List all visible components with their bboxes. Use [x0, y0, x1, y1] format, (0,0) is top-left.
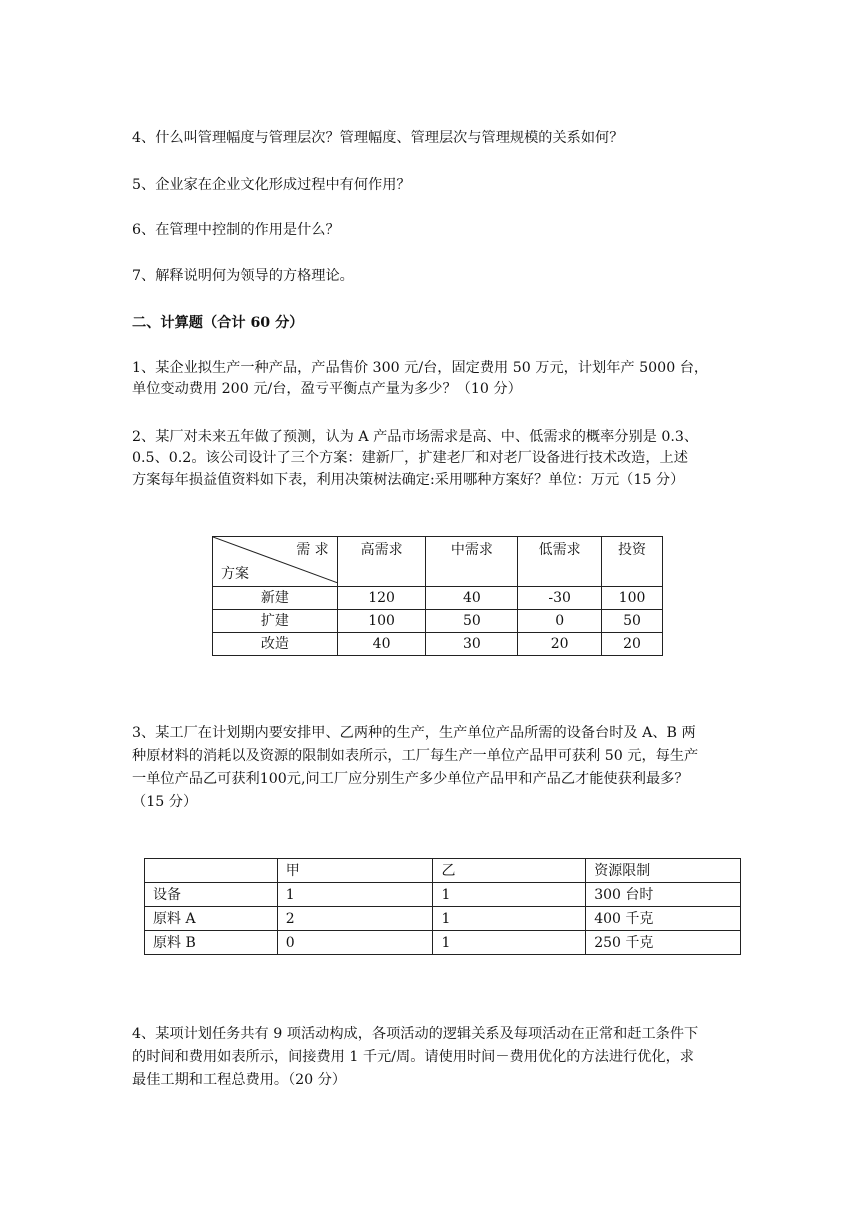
calc-question-2-line-2: 0.5、0.2。该公司设计了三个方案：建新厂，扩建老厂和对老厂设备进行技术改造，上述 [132, 450, 688, 466]
row-label: 原料 A [145, 907, 278, 931]
table-cell: 100 [602, 587, 663, 610]
table-row [145, 907, 741, 931]
table-cell: -30 [518, 587, 602, 610]
table-row [213, 587, 663, 610]
question-4: 4、什么叫管理幅度与管理层次？管理幅度、管理层次与管理规模的关系如何？ [132, 130, 624, 146]
header-cell [145, 859, 278, 883]
table-cell: 2 [277, 907, 433, 931]
table-cell: 1 [433, 931, 586, 955]
header-cell: 中需求 [426, 537, 518, 587]
section-heading: 二、计算题（合计 60 分） [132, 315, 304, 331]
calc-question-1-line-1: 1、某企业拟生产一种产品，产品售价 300 元/台，固定费用 50 万元，计划年产 5000 台， [132, 360, 709, 376]
corner-demand-label: 需 求 [296, 542, 329, 558]
calc-question-3-line-2: 种原材料的消耗以及资源的限制如表所示，工厂每生产一单位产品甲可获利 50 元，每生产 [132, 748, 699, 764]
table-cell: 50 [426, 610, 518, 633]
question-6: 6、在管理中控制的作用是什么？ [132, 222, 340, 238]
diagonal-corner-cell [213, 537, 338, 587]
resource-table [144, 858, 741, 955]
calc-question-2-line-1: 2、某厂对未来五年做了预测，认为 A 产品市场需求是高、中、低需求的概率分别是 0.3、 [132, 429, 699, 445]
corner-scheme-label: 方案 [221, 566, 249, 582]
header-cell: 投资 [602, 537, 663, 587]
table-cell: 250 千克 [586, 931, 741, 955]
table-cell: 1 [433, 907, 586, 931]
decision-table [212, 536, 663, 656]
calc-question-3-line-1: 3、某工厂在计划期内要安排甲、乙两种的生产，生产单位产品所需的设备台时及 A、B 两 [132, 725, 696, 741]
table-cell: 300 台时 [586, 883, 741, 907]
table-cell: 1 [277, 883, 433, 907]
header-cell: 乙 [433, 859, 586, 883]
table-cell: 40 [426, 587, 518, 610]
table-cell: 120 [337, 587, 426, 610]
row-label: 设备 [145, 883, 278, 907]
question-5: 5、企业家在企业文化形成过程中有何作用？ [132, 177, 411, 193]
calc-question-4-line-2: 的时间和费用如表所示，间接费用 1 千元/周。请使用时间－费用优化的方法进行优化，求 [132, 1049, 694, 1065]
header-cell: 高需求 [337, 537, 426, 587]
row-label: 改造 [213, 633, 338, 656]
table-cell: 0 [518, 610, 602, 633]
table-row [145, 931, 741, 955]
table-row [145, 883, 741, 907]
decision-table-header-row [213, 537, 663, 587]
table-cell: 0 [277, 931, 433, 955]
row-label: 扩建 [213, 610, 338, 633]
header-cell: 资源限制 [586, 859, 741, 883]
table-row [213, 633, 663, 656]
table-cell: 100 [337, 610, 426, 633]
calc-question-3-line-4: （15 分） [132, 794, 198, 810]
calc-question-2-line-3: 方案每年损益值资料如下表，利用决策树法确定:采用哪种方案好？单位：万元（15 分） [132, 472, 685, 488]
header-cell: 甲 [277, 859, 433, 883]
table-cell: 1 [433, 883, 586, 907]
calc-question-1-line-2: 单位变动费用 200 元/台，盈亏平衡点产量为多少？（10 分） [132, 381, 522, 397]
question-7: 7、解释说明何为领导的方格理论。 [132, 268, 354, 284]
table-cell: 50 [602, 610, 663, 633]
table-cell: 20 [602, 633, 663, 656]
row-label: 原料 B [145, 931, 278, 955]
table-cell: 30 [426, 633, 518, 656]
table-cell: 400 千克 [586, 907, 741, 931]
resource-table-header-row [145, 859, 741, 883]
header-cell: 低需求 [518, 537, 602, 587]
table-cell: 40 [337, 633, 426, 656]
row-label: 新建 [213, 587, 338, 610]
table-row [213, 610, 663, 633]
calc-question-3-line-3: 一单位产品乙可获利100元,问工厂应分别生产多少单位产品甲和产品乙才能使获利最多？ [132, 771, 689, 787]
table-cell: 20 [518, 633, 602, 656]
calc-question-4-line-3: 最佳工期和工程总费用。（20 分） [132, 1072, 347, 1088]
calc-question-4-line-1: 4、某项计划任务共有 9 项活动构成，各项活动的逻辑关系及每项活动在正常和赶工条件下 [132, 1026, 699, 1042]
